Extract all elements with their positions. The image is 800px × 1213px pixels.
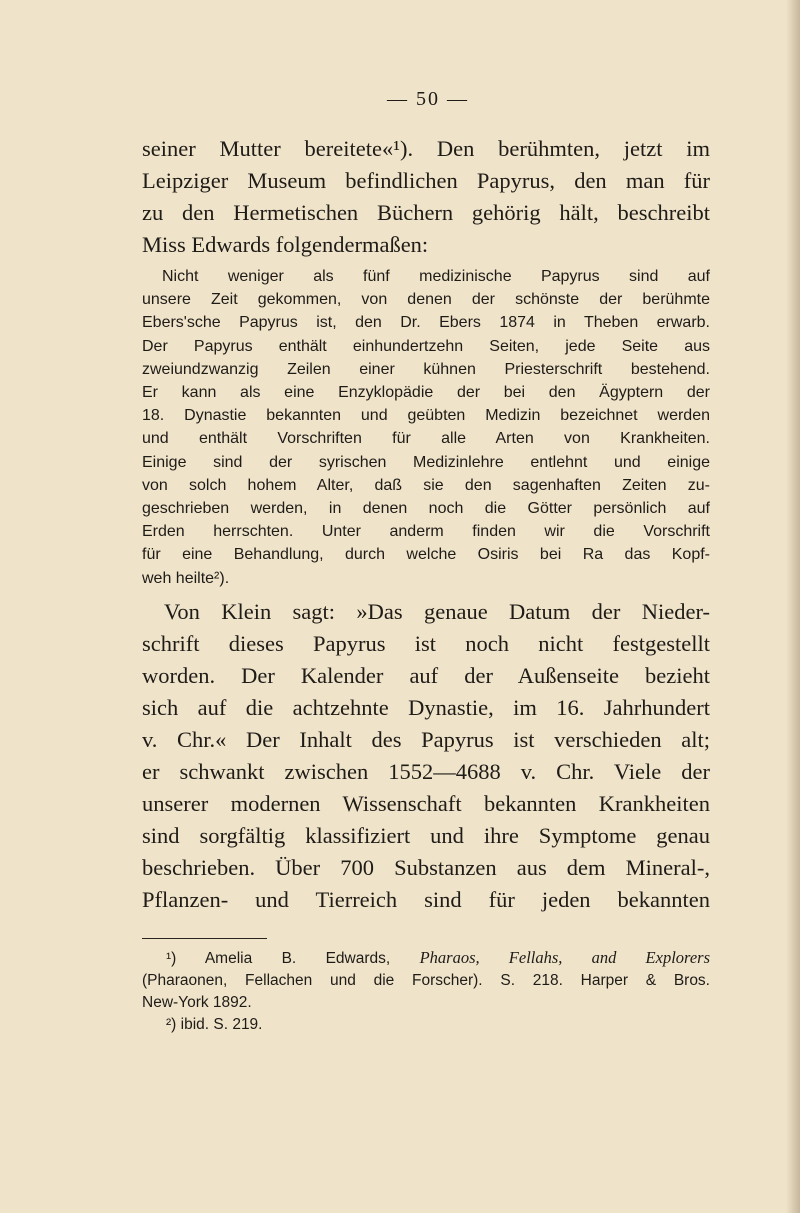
paragraph-2-line: worden. Der Kalender auf der Außenseite bezieht <box>142 662 710 688</box>
paragraph-2-line: beschrieben. Über 700 Substanzen aus dem Mineral-, <box>142 854 710 880</box>
quote-line: und enthält Vorschriften für alle Arten von Krankheiten. <box>142 430 710 448</box>
paragraph-2-line: sich auf die achtzehnte Dynastie, im 16. Jahrhundert <box>142 694 710 720</box>
paragraph-1-line: seiner Mutter bereitete«¹). Den berühmten, jetzt im <box>142 136 710 161</box>
footnotes <box>142 947 710 1036</box>
footnote-1-line-3: New-York 1892. <box>142 993 252 1011</box>
quote-line: zweiundzwanzig Zeilen einer kühnen Priesterschrift bestehend. <box>142 360 710 378</box>
quote-line: Einige sind der syrischen Medizinlehre entlehnt und einige <box>142 453 710 471</box>
paragraph-2-line: sind sorgfältig klassifiziert und ihre Symptome genau <box>142 822 710 848</box>
paragraph-1-line: Miss Edwards folgendermaßen: <box>142 232 429 257</box>
book-page <box>142 88 710 1036</box>
quote-line: Erden herrschten. Unter anderm finden wir die Vorschrift <box>142 523 710 541</box>
paragraph-2-line: unserer modernen Wissenschaft bekannten Krankheiten <box>142 790 710 816</box>
page-number: — 50 — <box>387 88 469 110</box>
footnote-divider <box>142 938 267 939</box>
quote-line: für eine Behandlung, durch welche Osiris bei Ra das Kopf- <box>142 546 710 564</box>
footnote-1-title: Pharaos, Fellahs, and Explorers <box>419 947 711 967</box>
quote-line: weh heilte²). <box>142 569 230 587</box>
quote-line: geschrieben werden, in denen noch die Götter persönlich auf <box>142 500 710 518</box>
paragraph-2 <box>142 596 710 916</box>
quote-line: 18. Dynastie bekannten und geübten Medizin bezeichnet werden <box>142 407 710 425</box>
paragraph-1 <box>142 133 710 261</box>
block-quote <box>142 265 710 590</box>
paragraph-2-line: er schwankt zwischen 1552—4688 v. Chr. Viele der <box>142 758 710 784</box>
page-edge-shadow <box>786 0 800 1213</box>
footnote-1-author: ¹) Amelia B. Edwards, <box>166 949 420 967</box>
footnote-2: ²) ibid. S. 219. <box>166 1015 263 1033</box>
paragraph-2-line: v. Chr.« Der Inhalt des Papyrus ist verschieden alt; <box>142 726 710 752</box>
quote-line: Nicht weniger als fünf medizinische Papyrus sind auf <box>162 268 710 285</box>
quote-line: Ebers'sche Papyrus ist, den Dr. Ebers 1874 in Theben erwarb. <box>142 314 710 332</box>
paragraph-2-line: Von Klein sagt: »Das genaue Datum der Nieder- <box>164 598 710 624</box>
quote-line: von solch hohem Alter, daß sie den sagenhaften Zeiten zu- <box>142 476 710 494</box>
paragraph-1-line: zu den Hermetischen Büchern gehörig hält, beschreibt <box>142 200 710 225</box>
quote-line: unsere Zeit gekommen, von denen der schönste der berühmte <box>142 291 710 309</box>
footnote-1-line-2: (Pharaonen, Fellachen und die Forscher). S. 218. Harper & Bros. <box>142 971 710 989</box>
quote-line: Er kann als eine Enzyklopädie der bei den Ägyptern der <box>142 384 710 402</box>
footnote-1-line-1 <box>142 947 710 970</box>
paragraph-2-line: schrift dieses Papyrus ist noch nicht festgestellt <box>142 630 710 656</box>
paragraph-1-line: Leipziger Museum befindlichen Papyrus, den man für <box>142 168 710 193</box>
paragraph-2-line: Pflanzen- und Tierreich sind für jeden bekannten <box>142 886 710 912</box>
quote-line: Der Papyrus enthält einhundertzehn Seiten, jede Seite aus <box>142 337 710 355</box>
